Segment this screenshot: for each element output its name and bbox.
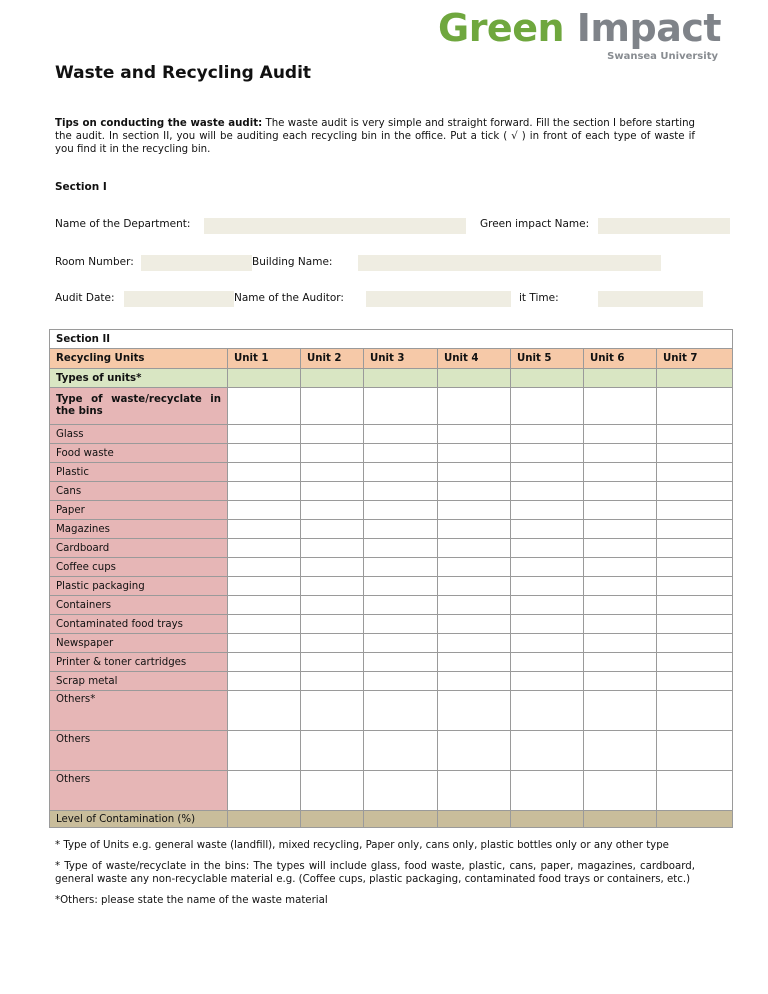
audit-cell[interactable] bbox=[657, 388, 733, 425]
contamination-label: Level of Contamination (%) bbox=[50, 811, 228, 828]
waste-coffee-cups-unit-1-cell[interactable] bbox=[228, 558, 301, 577]
waste-contaminated-food-trays-unit-6-cell[interactable] bbox=[584, 615, 657, 634]
waste-cans-unit-5-cell[interactable] bbox=[511, 482, 584, 501]
contamination-unit-5-cell[interactable] bbox=[511, 811, 584, 828]
waste-containers-unit-3-cell[interactable] bbox=[364, 596, 438, 615]
waste-glass-row bbox=[50, 425, 733, 444]
waste-cardboard-unit-6-cell[interactable] bbox=[584, 539, 657, 558]
tips-paragraph bbox=[55, 117, 695, 156]
waste-paper-unit-2-cell[interactable] bbox=[301, 501, 364, 520]
contamination-unit-4-cell[interactable] bbox=[438, 811, 511, 828]
waste-coffee-cups-row bbox=[50, 558, 733, 577]
audit-date-field[interactable] bbox=[124, 291, 234, 307]
waste-cardboard-unit-2-cell[interactable] bbox=[301, 539, 364, 558]
waste-newspaper-unit-6-cell[interactable] bbox=[584, 634, 657, 653]
waste-plastic-unit-1-cell[interactable] bbox=[228, 463, 301, 482]
waste-printer-toner-cartridges-unit-3-cell[interactable] bbox=[364, 653, 438, 672]
waste-printer-toner-cartridges-unit-4-cell[interactable] bbox=[438, 653, 511, 672]
waste-paper-row bbox=[50, 501, 733, 520]
waste-contaminated-food-trays-label: Contaminated food trays bbox=[50, 615, 228, 634]
logo-wordmark bbox=[438, 6, 721, 50]
waste-contaminated-food-trays-unit-4-cell[interactable] bbox=[438, 615, 511, 634]
waste-magazines-unit-4-cell[interactable] bbox=[438, 520, 511, 539]
others-1-unit-6-cell[interactable] bbox=[584, 691, 657, 731]
page-title: Waste and Recycling Audit bbox=[55, 63, 312, 83]
others-2-unit-5-cell[interactable] bbox=[511, 731, 584, 771]
others-3-unit-2-cell[interactable] bbox=[301, 771, 364, 811]
waste-scrap-metal-label: Scrap metal bbox=[50, 672, 228, 691]
waste-paper-unit-4-cell[interactable] bbox=[438, 501, 511, 520]
waste-contaminated-food-trays-unit-7-cell[interactable] bbox=[657, 615, 733, 634]
types-of-units-row bbox=[50, 369, 733, 388]
types-cell[interactable] bbox=[438, 369, 511, 388]
waste-paper-unit-1-cell[interactable] bbox=[228, 501, 301, 520]
waste-plastic-unit-5-cell[interactable] bbox=[511, 463, 584, 482]
waste-containers-unit-6-cell[interactable] bbox=[584, 596, 657, 615]
waste-plastic-unit-7-cell[interactable] bbox=[657, 463, 733, 482]
waste-paper-unit-7-cell[interactable] bbox=[657, 501, 733, 520]
waste-contaminated-food-trays-unit-3-cell[interactable] bbox=[364, 615, 438, 634]
waste-scrap-metal-unit-5-cell[interactable] bbox=[511, 672, 584, 691]
waste-plastic-unit-4-cell[interactable] bbox=[438, 463, 511, 482]
others-3-unit-1-cell[interactable] bbox=[228, 771, 301, 811]
waste-cardboard-unit-4-cell[interactable] bbox=[438, 539, 511, 558]
waste-scrap-metal-row bbox=[50, 672, 733, 691]
waste-paper-unit-5-cell[interactable] bbox=[511, 501, 584, 520]
department-label: Name of the Department: bbox=[55, 218, 191, 230]
waste-containers-unit-1-cell[interactable] bbox=[228, 596, 301, 615]
waste-coffee-cups-label: Coffee cups bbox=[50, 558, 228, 577]
waste-food-waste-unit-3-cell[interactable] bbox=[364, 444, 438, 463]
types-cell[interactable] bbox=[301, 369, 364, 388]
waste-food-waste-unit-5-cell[interactable] bbox=[511, 444, 584, 463]
waste-coffee-cups-unit-6-cell[interactable] bbox=[584, 558, 657, 577]
contamination-unit-7-cell[interactable] bbox=[657, 811, 733, 828]
others-3-label: Others bbox=[50, 771, 228, 811]
waste-plastic-packaging-unit-1-cell[interactable] bbox=[228, 577, 301, 596]
audit-cell[interactable] bbox=[364, 388, 438, 425]
waste-plastic-packaging-unit-4-cell[interactable] bbox=[438, 577, 511, 596]
unit-header: Unit 7 bbox=[657, 349, 733, 369]
waste-plastic-packaging-unit-7-cell[interactable] bbox=[657, 577, 733, 596]
waste-cans-unit-7-cell[interactable] bbox=[657, 482, 733, 501]
others-3-unit-3-cell[interactable] bbox=[364, 771, 438, 811]
waste-plastic-row bbox=[50, 463, 733, 482]
waste-contaminated-food-trays-unit-5-cell[interactable] bbox=[511, 615, 584, 634]
waste-containers-label: Containers bbox=[50, 596, 228, 615]
others-2-unit-3-cell[interactable] bbox=[364, 731, 438, 771]
waste-cardboard-unit-7-cell[interactable] bbox=[657, 539, 733, 558]
waste-scrap-metal-unit-4-cell[interactable] bbox=[438, 672, 511, 691]
recycling-units-label: Recycling Units bbox=[50, 349, 228, 369]
waste-plastic-packaging-row bbox=[50, 577, 733, 596]
waste-newspaper-label: Newspaper bbox=[50, 634, 228, 653]
footnote-units: * Type of Units e.g. general waste (landfill), mixed recycling, Paper only, cans only, plastic bottles only or any other type bbox=[55, 840, 669, 851]
audit-cell[interactable] bbox=[301, 388, 364, 425]
waste-printer-toner-cartridges-unit-6-cell[interactable] bbox=[584, 653, 657, 672]
waste-plastic-unit-3-cell[interactable] bbox=[364, 463, 438, 482]
waste-newspaper-unit-4-cell[interactable] bbox=[438, 634, 511, 653]
waste-magazines-label: Magazines bbox=[50, 520, 228, 539]
others-1-label: Others* bbox=[50, 691, 228, 731]
auditor-name-label: Name of the Auditor: bbox=[234, 292, 344, 304]
unit-header: Unit 3 bbox=[364, 349, 438, 369]
waste-type-header: Type of waste/recyclate in the bins bbox=[50, 388, 228, 425]
others-2-unit-6-cell[interactable] bbox=[584, 731, 657, 771]
waste-coffee-cups-unit-4-cell[interactable] bbox=[438, 558, 511, 577]
others-3-unit-6-cell[interactable] bbox=[584, 771, 657, 811]
others-1-unit-5-cell[interactable] bbox=[511, 691, 584, 731]
tips-text: The waste audit is very simple and straight forward. Fill the section I before starting the audit. In section II, you will be auditing each recycling bin in the office. Put a tick ( √ ) in front of each type of waste if you find it in the recycling bin. bbox=[55, 118, 695, 155]
others-1-unit-2-cell[interactable] bbox=[301, 691, 364, 731]
types-cell[interactable] bbox=[228, 369, 301, 388]
waste-printer-toner-cartridges-unit-2-cell[interactable] bbox=[301, 653, 364, 672]
footnote-waste-types: * Type of waste/recyclate in the bins: The types will include glass, food waste, plastic, cans, paper, magazines, cardboard, general waste any non-recyclable material e.g. (Coffee cups, plastic packaging, contaminated food trays or containers, etc.) bbox=[55, 861, 695, 885]
waste-plastic-packaging-unit-5-cell[interactable] bbox=[511, 577, 584, 596]
audit-date-label: Audit Date: bbox=[55, 292, 115, 304]
waste-cardboard-row bbox=[50, 539, 733, 558]
waste-plastic-packaging-unit-6-cell[interactable] bbox=[584, 577, 657, 596]
waste-cans-label: Cans bbox=[50, 482, 228, 501]
types-of-units-label: Types of units* bbox=[50, 369, 228, 388]
types-cell[interactable] bbox=[657, 369, 733, 388]
waste-containers-row bbox=[50, 596, 733, 615]
waste-plastic-packaging-unit-3-cell[interactable] bbox=[364, 577, 438, 596]
waste-paper-label: Paper bbox=[50, 501, 228, 520]
room-number-label: Room Number: bbox=[55, 256, 134, 268]
contamination-unit-3-cell[interactable] bbox=[364, 811, 438, 828]
waste-plastic-label: Plastic bbox=[50, 463, 228, 482]
footnote-others: *Others: please state the name of the waste material bbox=[55, 895, 328, 906]
section-2-row bbox=[50, 330, 733, 349]
green-impact-logo bbox=[438, 6, 728, 66]
unit-header: Unit 2 bbox=[301, 349, 364, 369]
waste-glass-unit-1-cell[interactable] bbox=[228, 425, 301, 444]
footnotes bbox=[55, 839, 695, 915]
green-impact-label: Green impact Name: bbox=[480, 218, 590, 230]
waste-food-waste-row bbox=[50, 444, 733, 463]
others-2-unit-4-cell[interactable] bbox=[438, 731, 511, 771]
others-2-unit-2-cell[interactable] bbox=[301, 731, 364, 771]
waste-containers-unit-5-cell[interactable] bbox=[511, 596, 584, 615]
waste-scrap-metal-unit-3-cell[interactable] bbox=[364, 672, 438, 691]
waste-coffee-cups-unit-5-cell[interactable] bbox=[511, 558, 584, 577]
waste-paper-unit-3-cell[interactable] bbox=[364, 501, 438, 520]
contamination-unit-6-cell[interactable] bbox=[584, 811, 657, 828]
tips-label: Tips on conducting the waste audit: bbox=[55, 118, 263, 129]
contamination-row bbox=[50, 811, 733, 828]
waste-containers-unit-4-cell[interactable] bbox=[438, 596, 511, 615]
waste-cans-unit-2-cell[interactable] bbox=[301, 482, 364, 501]
waste-newspaper-unit-7-cell[interactable] bbox=[657, 634, 733, 653]
waste-newspaper-row bbox=[50, 634, 733, 653]
waste-glass-label: Glass bbox=[50, 425, 228, 444]
audit-cell[interactable] bbox=[511, 388, 584, 425]
audit-time-field[interactable] bbox=[598, 291, 703, 307]
waste-paper-unit-6-cell[interactable] bbox=[584, 501, 657, 520]
waste-cans-unit-4-cell[interactable] bbox=[438, 482, 511, 501]
auditor-name-field[interactable] bbox=[366, 291, 511, 307]
waste-glass-unit-4-cell[interactable] bbox=[438, 425, 511, 444]
section-1-heading: Section I bbox=[55, 181, 107, 193]
waste-glass-unit-2-cell[interactable] bbox=[301, 425, 364, 444]
waste-food-waste-unit-7-cell[interactable] bbox=[657, 444, 733, 463]
others-1-unit-3-cell[interactable] bbox=[364, 691, 438, 731]
waste-contaminated-food-trays-unit-2-cell[interactable] bbox=[301, 615, 364, 634]
waste-printer-toner-cartridges-row bbox=[50, 653, 733, 672]
others-3-row bbox=[50, 771, 733, 811]
others-3-unit-7-cell[interactable] bbox=[657, 771, 733, 811]
waste-contaminated-food-trays-unit-1-cell[interactable] bbox=[228, 615, 301, 634]
green-impact-field[interactable] bbox=[598, 218, 730, 234]
waste-coffee-cups-unit-2-cell[interactable] bbox=[301, 558, 364, 577]
waste-plastic-unit-2-cell[interactable] bbox=[301, 463, 364, 482]
logo-green-text: Green bbox=[438, 6, 565, 50]
logo-impact-text: Impact bbox=[576, 6, 722, 50]
waste-cardboard-unit-3-cell[interactable] bbox=[364, 539, 438, 558]
others-2-row bbox=[50, 731, 733, 771]
waste-containers-unit-2-cell[interactable] bbox=[301, 596, 364, 615]
waste-newspaper-unit-2-cell[interactable] bbox=[301, 634, 364, 653]
audit-time-label: it Time: bbox=[519, 292, 559, 304]
waste-glass-unit-7-cell[interactable] bbox=[657, 425, 733, 444]
waste-cardboard-unit-5-cell[interactable] bbox=[511, 539, 584, 558]
unit-header: Unit 5 bbox=[511, 349, 584, 369]
audit-cell[interactable] bbox=[438, 388, 511, 425]
waste-scrap-metal-unit-6-cell[interactable] bbox=[584, 672, 657, 691]
waste-cans-row bbox=[50, 482, 733, 501]
others-1-unit-4-cell[interactable] bbox=[438, 691, 511, 731]
waste-food-waste-unit-4-cell[interactable] bbox=[438, 444, 511, 463]
others-3-unit-5-cell[interactable] bbox=[511, 771, 584, 811]
waste-food-waste-unit-2-cell[interactable] bbox=[301, 444, 364, 463]
waste-magazines-unit-5-cell[interactable] bbox=[511, 520, 584, 539]
others-2-unit-7-cell[interactable] bbox=[657, 731, 733, 771]
waste-newspaper-unit-5-cell[interactable] bbox=[511, 634, 584, 653]
waste-glass-unit-3-cell[interactable] bbox=[364, 425, 438, 444]
waste-scrap-metal-unit-1-cell[interactable] bbox=[228, 672, 301, 691]
waste-plastic-unit-6-cell[interactable] bbox=[584, 463, 657, 482]
waste-food-waste-label: Food waste bbox=[50, 444, 228, 463]
unit-header: Unit 6 bbox=[584, 349, 657, 369]
building-name-field[interactable] bbox=[358, 255, 661, 271]
waste-printer-toner-cartridges-unit-7-cell[interactable] bbox=[657, 653, 733, 672]
waste-glass-unit-6-cell[interactable] bbox=[584, 425, 657, 444]
waste-magazines-unit-7-cell[interactable] bbox=[657, 520, 733, 539]
waste-coffee-cups-unit-7-cell[interactable] bbox=[657, 558, 733, 577]
waste-cans-unit-1-cell[interactable] bbox=[228, 482, 301, 501]
others-2-unit-1-cell[interactable] bbox=[228, 731, 301, 771]
section-2-heading: Section II bbox=[50, 330, 733, 349]
unit-header: Unit 1 bbox=[228, 349, 301, 369]
unit-header: Unit 4 bbox=[438, 349, 511, 369]
waste-magazines-unit-3-cell[interactable] bbox=[364, 520, 438, 539]
waste-magazines-unit-1-cell[interactable] bbox=[228, 520, 301, 539]
waste-printer-toner-cartridges-label: Printer & toner cartridges bbox=[50, 653, 228, 672]
waste-magazines-row bbox=[50, 520, 733, 539]
department-field[interactable] bbox=[204, 218, 466, 234]
contamination-unit-2-cell[interactable] bbox=[301, 811, 364, 828]
others-1-unit-1-cell[interactable] bbox=[228, 691, 301, 731]
waste-glass-unit-5-cell[interactable] bbox=[511, 425, 584, 444]
waste-magazines-unit-2-cell[interactable] bbox=[301, 520, 364, 539]
types-cell[interactable] bbox=[511, 369, 584, 388]
contamination-unit-1-cell[interactable] bbox=[228, 811, 301, 828]
waste-coffee-cups-unit-3-cell[interactable] bbox=[364, 558, 438, 577]
waste-contaminated-food-trays-row bbox=[50, 615, 733, 634]
waste-scrap-metal-unit-2-cell[interactable] bbox=[301, 672, 364, 691]
waste-cardboard-unit-1-cell[interactable] bbox=[228, 539, 301, 558]
building-name-label: Building Name: bbox=[252, 256, 333, 268]
others-2-label: Others bbox=[50, 731, 228, 771]
room-number-field[interactable] bbox=[141, 255, 252, 271]
waste-cardboard-label: Cardboard bbox=[50, 539, 228, 558]
waste-plastic-packaging-label: Plastic packaging bbox=[50, 577, 228, 596]
waste-scrap-metal-unit-7-cell[interactable] bbox=[657, 672, 733, 691]
others-1-unit-7-cell[interactable] bbox=[657, 691, 733, 731]
waste-cans-unit-3-cell[interactable] bbox=[364, 482, 438, 501]
waste-plastic-packaging-unit-2-cell[interactable] bbox=[301, 577, 364, 596]
waste-newspaper-unit-1-cell[interactable] bbox=[228, 634, 301, 653]
others-1-row bbox=[50, 691, 733, 731]
types-cell[interactable] bbox=[584, 369, 657, 388]
waste-type-header-row bbox=[50, 388, 733, 425]
audit-cell[interactable] bbox=[584, 388, 657, 425]
waste-food-waste-unit-1-cell[interactable] bbox=[228, 444, 301, 463]
waste-food-waste-unit-6-cell[interactable] bbox=[584, 444, 657, 463]
others-3-unit-4-cell[interactable] bbox=[438, 771, 511, 811]
types-cell[interactable] bbox=[364, 369, 438, 388]
waste-magazines-unit-6-cell[interactable] bbox=[584, 520, 657, 539]
units-header-row bbox=[50, 349, 733, 369]
audit-table bbox=[49, 329, 733, 828]
waste-containers-unit-7-cell[interactable] bbox=[657, 596, 733, 615]
waste-newspaper-unit-3-cell[interactable] bbox=[364, 634, 438, 653]
logo-subtitle: Swansea University bbox=[607, 51, 718, 62]
waste-printer-toner-cartridges-unit-1-cell[interactable] bbox=[228, 653, 301, 672]
waste-printer-toner-cartridges-unit-5-cell[interactable] bbox=[511, 653, 584, 672]
waste-cans-unit-6-cell[interactable] bbox=[584, 482, 657, 501]
audit-cell[interactable] bbox=[228, 388, 301, 425]
